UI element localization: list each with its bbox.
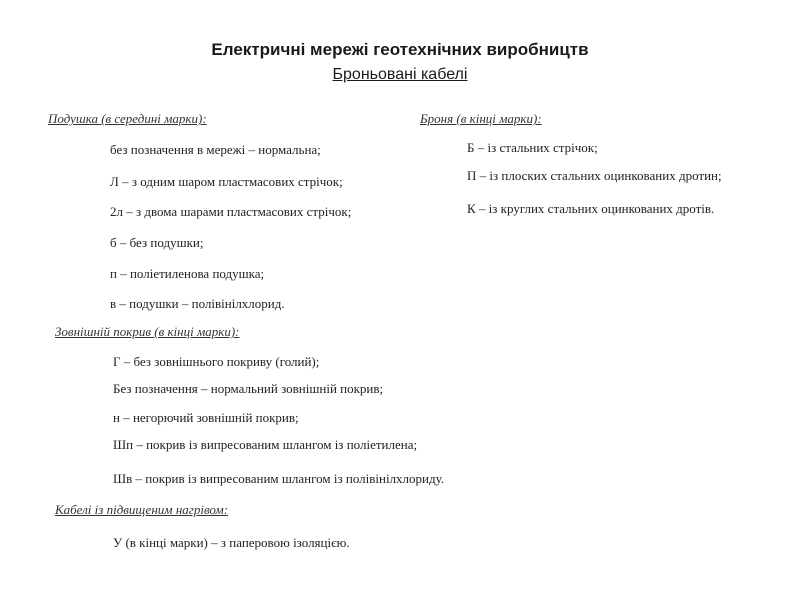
outer-item: н – негорючий зовнішній покрив;	[113, 410, 299, 425]
armor-heading: Броня (в кінці марки):	[420, 111, 542, 126]
slide-title: Електричні мережі геотехнічних виробництв	[211, 40, 589, 59]
slide-subtitle: Броньовані кабелі	[332, 66, 468, 83]
cushion-heading: Подушка (в середині марки):	[48, 111, 207, 126]
armor-item: Б – із стальних стрічок;	[467, 140, 598, 155]
armor-item: П – із плоских стальних оцинкованих дротин;	[467, 168, 722, 183]
cushion-item: б – без подушки;	[110, 235, 204, 250]
outer-item: Без позначення – нормальний зовнішній покрив;	[113, 381, 384, 396]
cushion-item: в – подушки – полівінілхлорид.	[110, 296, 285, 311]
armor-item: К – із круглих стальних оцинкованих дротів.	[467, 201, 715, 216]
heated-item: У (в кінці марки) – з паперовою ізоляцією.	[113, 535, 350, 550]
cushion-item: Л – з одним шаром пластмасових стрічок;	[110, 174, 343, 189]
cushion-item: 2л – з двома шарами пластмасових стрічок;	[110, 204, 352, 219]
cushion-item: без позначення в мережі – нормальна;	[110, 142, 321, 157]
outer-item: Шп – покрив із випресованим шлангом із поліетилена;	[113, 437, 418, 452]
outer-item: Г – без зовнішнього покриву (голий);	[113, 354, 320, 369]
cushion-item: п – поліетиленова подушка;	[110, 266, 265, 281]
heated-heading: Кабелі із підвищеним нагрівом:	[55, 502, 229, 517]
outer-item: Шв – покрив із випресованим шлангом із полівінілхлориду.	[113, 471, 445, 486]
outer-heading: Зовнішній покрив (в кінці марки):	[55, 324, 240, 339]
